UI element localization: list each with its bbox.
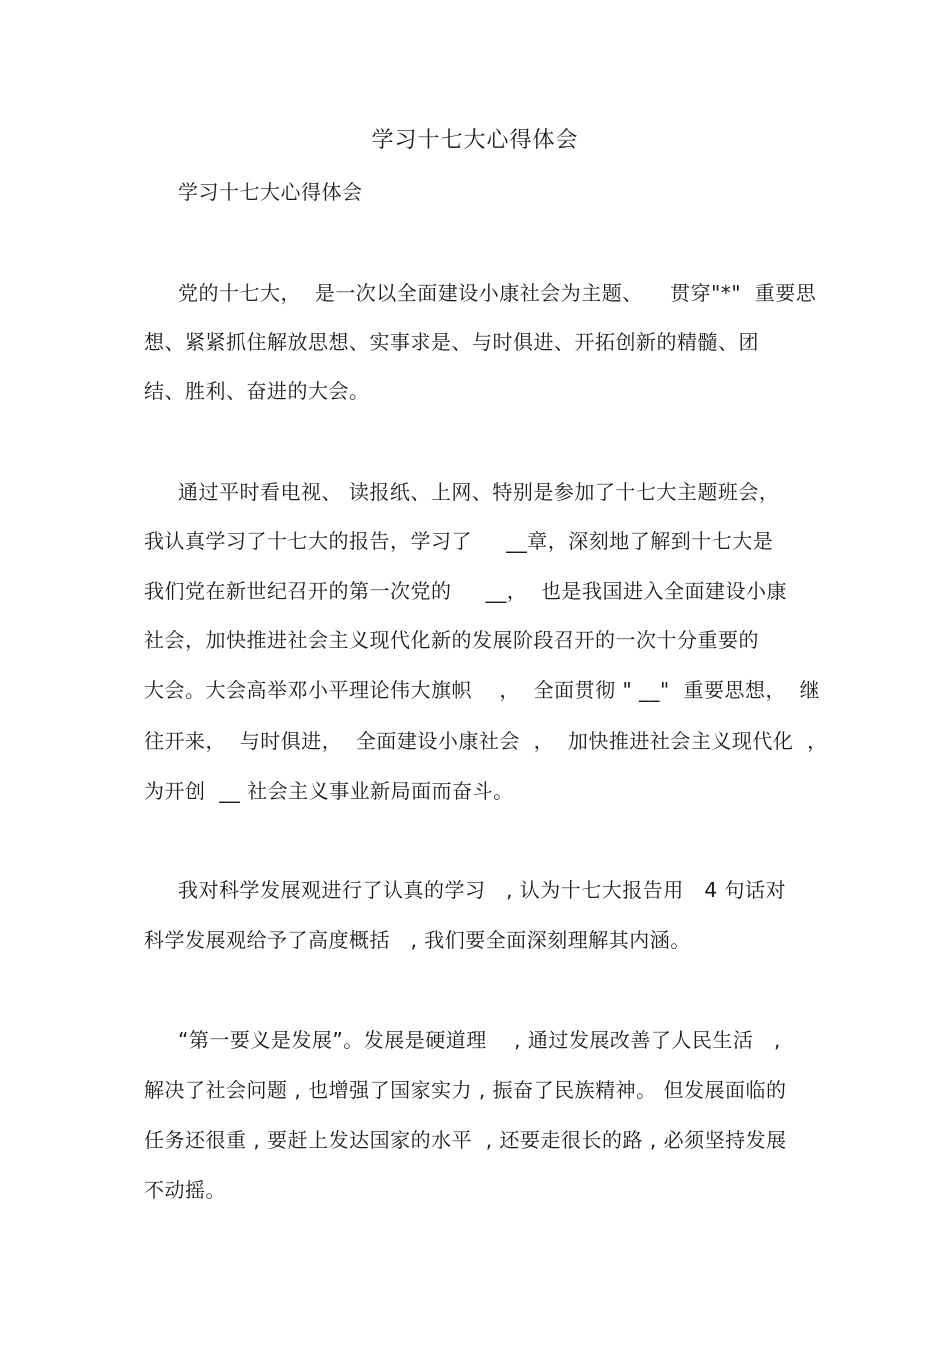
paragraph-line: 社会，加快推进社会主义现代化新的发展阶段召开的一次十分重要的	[144, 628, 759, 652]
paragraph-line: 科学发展观给予了高度概括 , 我们要全面深刻理解其内涵。	[144, 928, 691, 952]
document-title: 学习十七大心得体会	[371, 128, 579, 153]
paragraph-line: 往开来， 与时俱进， 全面建设小康社会 ， 加快推进社会主义现代化 ，	[144, 729, 828, 753]
paragraph-line: 通过平时看电视、 读报纸、上网、特别是参加了十七大主题班会，	[178, 480, 780, 504]
paragraph-line: 党的十七大， 是一次以全面建设小康社会为主题、 贯穿"*" 重要思	[178, 281, 817, 305]
paragraph-line: 不动摇。	[144, 1178, 226, 1202]
paragraph-line: 解决了社会问题 , 也增强了国家实力 , 振奋了民族精神。 但发展面临的	[144, 1078, 787, 1102]
paragraph-line: 结、胜利、奋进的大会。	[144, 379, 370, 403]
paragraph-line: 想、紧紧抓住解放思想、实事求是、与时俱进、开拓创新的精髓、团	[144, 330, 759, 354]
paragraph-line: 我们党在新世纪召开的第一次党的 __， 也是我国进入全面建设小康	[144, 579, 788, 603]
document-subtitle: 学习十七大心得体会	[178, 180, 363, 204]
paragraph-line: 为开创 __ 社会主义事业新局面而奋斗。	[144, 779, 514, 803]
paragraph-line: 任务还很重 , 要赶上发达国家的水平 , 还要走很长的路 , 必须坚持发展	[144, 1128, 787, 1152]
paragraph-line: 大会。大会高举邓小平理论伟大旗帜 ， 全面贯彻 " __" 重要思想， 继	[144, 678, 821, 702]
paragraph-line: 我对科学发展观进行了认真的学习 , 认为十七大报告用 4 句话对	[178, 878, 786, 902]
paragraph-line: “第一要义是发展”。发展是硬道理 , 通过发展改善了人民生活 ,	[178, 1028, 781, 1052]
paragraph-line: 我认真学习了十七大的报告，学习了 __章，深刻地了解到十七大是	[144, 529, 774, 553]
